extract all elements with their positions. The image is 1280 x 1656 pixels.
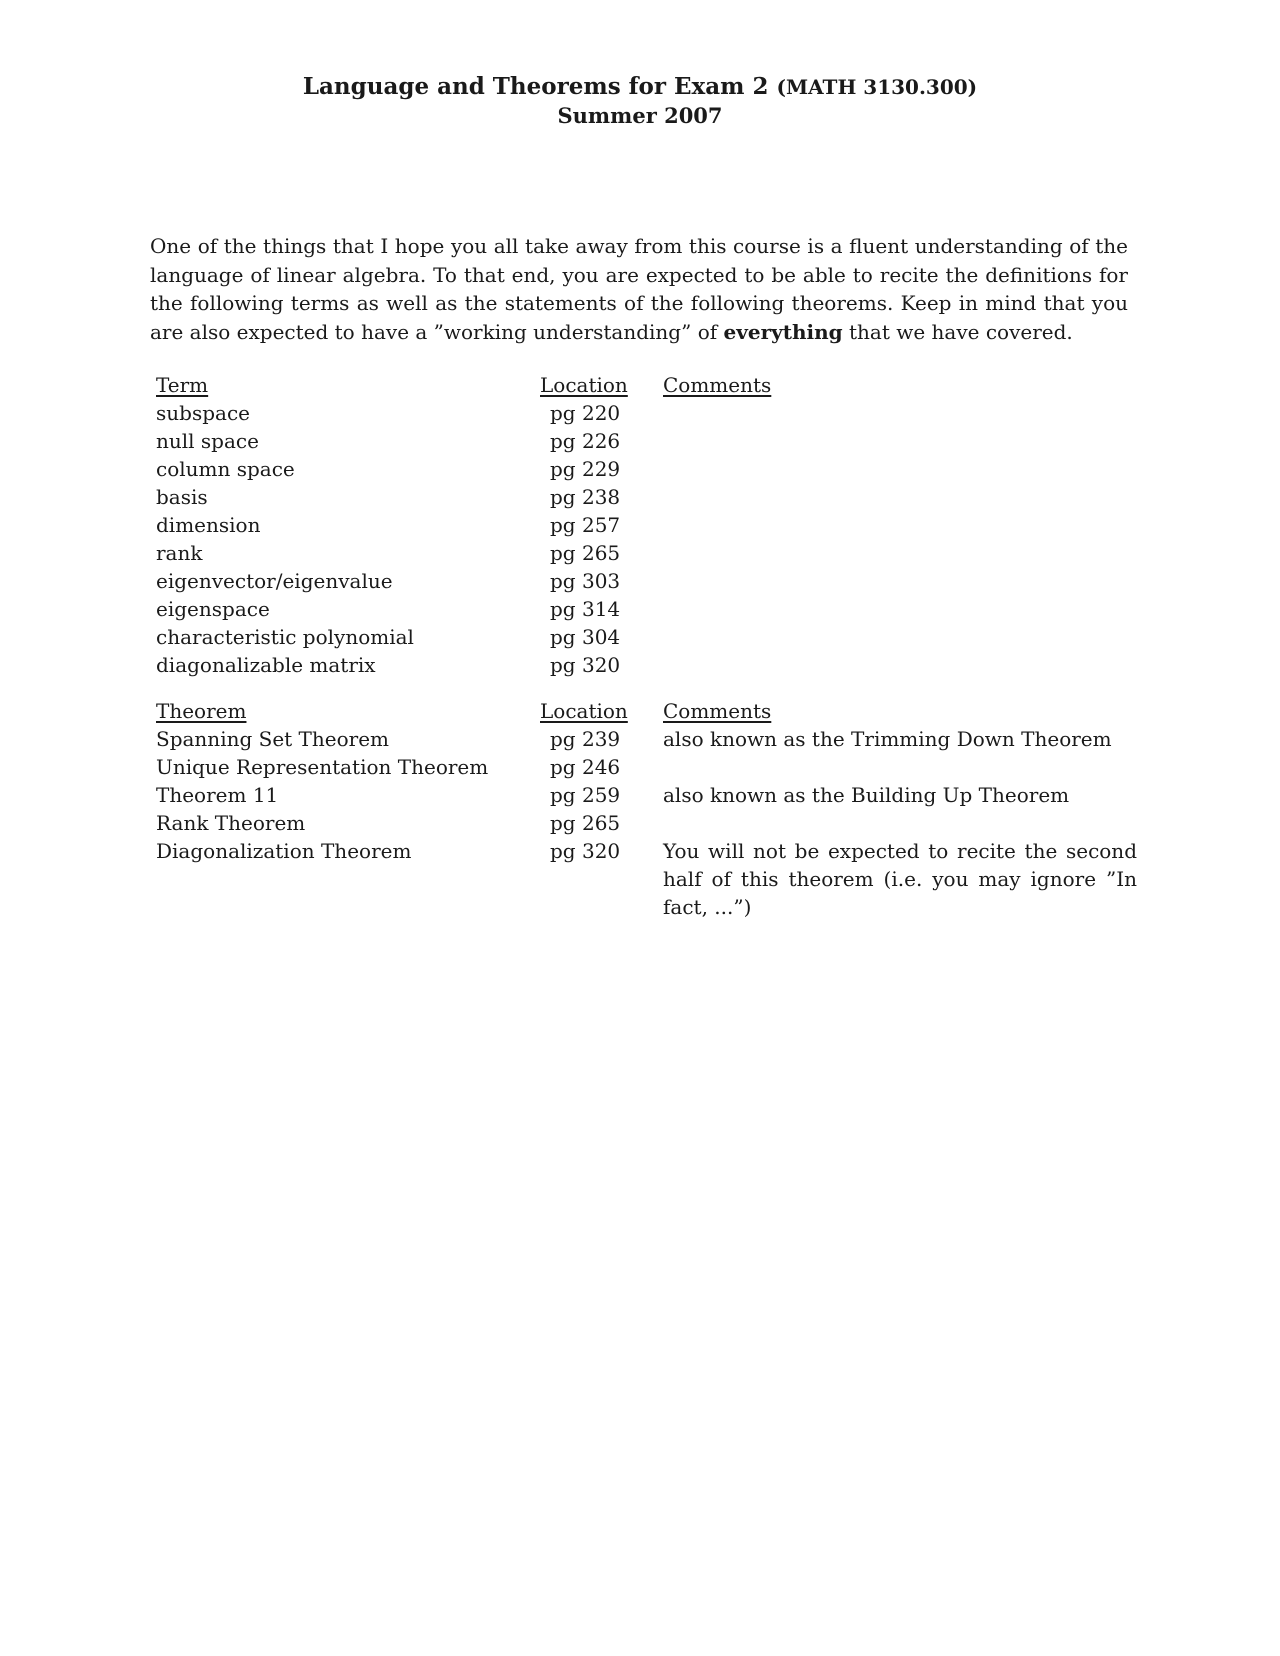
term-comment bbox=[663, 623, 1137, 651]
table-row bbox=[156, 455, 1137, 483]
terms-table bbox=[156, 371, 1137, 679]
theorem-name: Theorem 11 bbox=[156, 783, 279, 807]
table-row bbox=[156, 623, 1137, 651]
table-row bbox=[156, 427, 1137, 455]
term-comment bbox=[663, 455, 1137, 483]
theorem-comment: You will not be expected to recite the second half of this theorem (i.e. you may ignore ”In fact, ...”) bbox=[663, 839, 1137, 919]
title-text: Language and Theorems for Exam 2 bbox=[302, 73, 769, 100]
table-row bbox=[156, 399, 1137, 427]
header-cell-comments bbox=[663, 697, 1137, 725]
term-comment bbox=[663, 399, 1137, 427]
table-row bbox=[156, 753, 1137, 781]
page-title bbox=[0, 72, 1280, 102]
theorems-table bbox=[156, 697, 1137, 921]
term-location: pg 257 bbox=[550, 513, 621, 537]
term-comment bbox=[663, 483, 1137, 511]
theorem-name: Spanning Set Theorem bbox=[156, 727, 390, 751]
header-location-label: Location bbox=[540, 699, 628, 723]
theorem-location: pg 320 bbox=[550, 839, 621, 863]
table-row bbox=[156, 725, 1137, 753]
term-name: basis bbox=[156, 485, 208, 509]
intro-bold-word: everything bbox=[723, 319, 843, 344]
theorem-comment bbox=[663, 809, 1137, 837]
theorem-name: Rank Theorem bbox=[156, 811, 306, 835]
header-term-label: Term bbox=[156, 373, 209, 397]
theorem-name: Diagonalization Theorem bbox=[156, 839, 412, 863]
term-subtitle: Summer 2007 bbox=[557, 103, 723, 128]
term-comment bbox=[663, 567, 1137, 595]
theorem-location: pg 265 bbox=[550, 811, 621, 835]
table-row bbox=[156, 511, 1137, 539]
theorem-comment: also known as the Trimming Down Theorem bbox=[663, 727, 1112, 751]
header-cell-location bbox=[540, 697, 663, 725]
header-cell-location bbox=[540, 371, 663, 399]
term-name: characteristic polynomial bbox=[156, 625, 414, 649]
header-cell-theorem bbox=[156, 697, 540, 725]
term-name: diagonalizable matrix bbox=[156, 653, 376, 677]
term-comment bbox=[663, 427, 1137, 455]
term-comment bbox=[663, 511, 1137, 539]
term-comment bbox=[663, 651, 1137, 679]
term-name: column space bbox=[156, 457, 295, 481]
header-comments-label: Comments bbox=[663, 373, 772, 397]
intro-text-after: that we have covered. bbox=[842, 319, 1073, 344]
term-name: eigenspace bbox=[156, 597, 270, 621]
term-location: pg 238 bbox=[550, 485, 621, 509]
table-row bbox=[156, 539, 1137, 567]
terms-header-row bbox=[156, 371, 1137, 399]
theorem-comment: also known as the Building Up Theorem bbox=[663, 783, 1070, 807]
term-location: pg 265 bbox=[550, 541, 621, 565]
header-cell-comments bbox=[663, 371, 1137, 399]
term-location: pg 220 bbox=[550, 401, 621, 425]
table-row bbox=[156, 809, 1137, 837]
term-name: eigenvector/eigenvalue bbox=[156, 569, 393, 593]
term-location: pg 314 bbox=[550, 597, 621, 621]
theorem-name: Unique Representation Theorem bbox=[156, 755, 489, 779]
theorem-comment bbox=[663, 753, 1137, 781]
table-row bbox=[156, 837, 1137, 921]
term-name: null space bbox=[156, 429, 259, 453]
course-code: (MATH 3130.300) bbox=[776, 75, 978, 99]
header-theorem-label: Theorem bbox=[156, 699, 247, 723]
term-comment bbox=[663, 595, 1137, 623]
table-row bbox=[156, 651, 1137, 679]
term-location: pg 303 bbox=[550, 569, 621, 593]
term-location: pg 226 bbox=[550, 429, 621, 453]
header-comments-label: Comments bbox=[663, 699, 772, 723]
term-location: pg 229 bbox=[550, 457, 621, 481]
table-row bbox=[156, 483, 1137, 511]
header-cell-term bbox=[156, 371, 540, 399]
table-row bbox=[156, 595, 1137, 623]
intro-text-before: One of the things that I hope you all take away from this course is a fluent understanding of the language of linear algebra. To that end, you are expected to be able to recite the definitions for the following terms as well as the statements of the following theorems. Keep in mind that you are also expected to have a ”working understanding” of bbox=[150, 234, 1128, 344]
theorem-location: pg 259 bbox=[550, 783, 621, 807]
table-row bbox=[156, 781, 1137, 809]
term-location: pg 304 bbox=[550, 625, 621, 649]
theorem-location: pg 239 bbox=[550, 727, 621, 751]
term-comment bbox=[663, 539, 1137, 567]
term-name: dimension bbox=[156, 513, 261, 537]
intro-paragraph bbox=[150, 232, 1128, 346]
term-name: rank bbox=[156, 541, 203, 565]
theorems-header-row bbox=[156, 697, 1137, 725]
term-name: subspace bbox=[156, 401, 250, 425]
header-location-label: Location bbox=[540, 373, 628, 397]
table-row bbox=[156, 567, 1137, 595]
theorem-location: pg 246 bbox=[550, 755, 621, 779]
title-block bbox=[0, 72, 1280, 130]
term-location: pg 320 bbox=[550, 653, 621, 677]
